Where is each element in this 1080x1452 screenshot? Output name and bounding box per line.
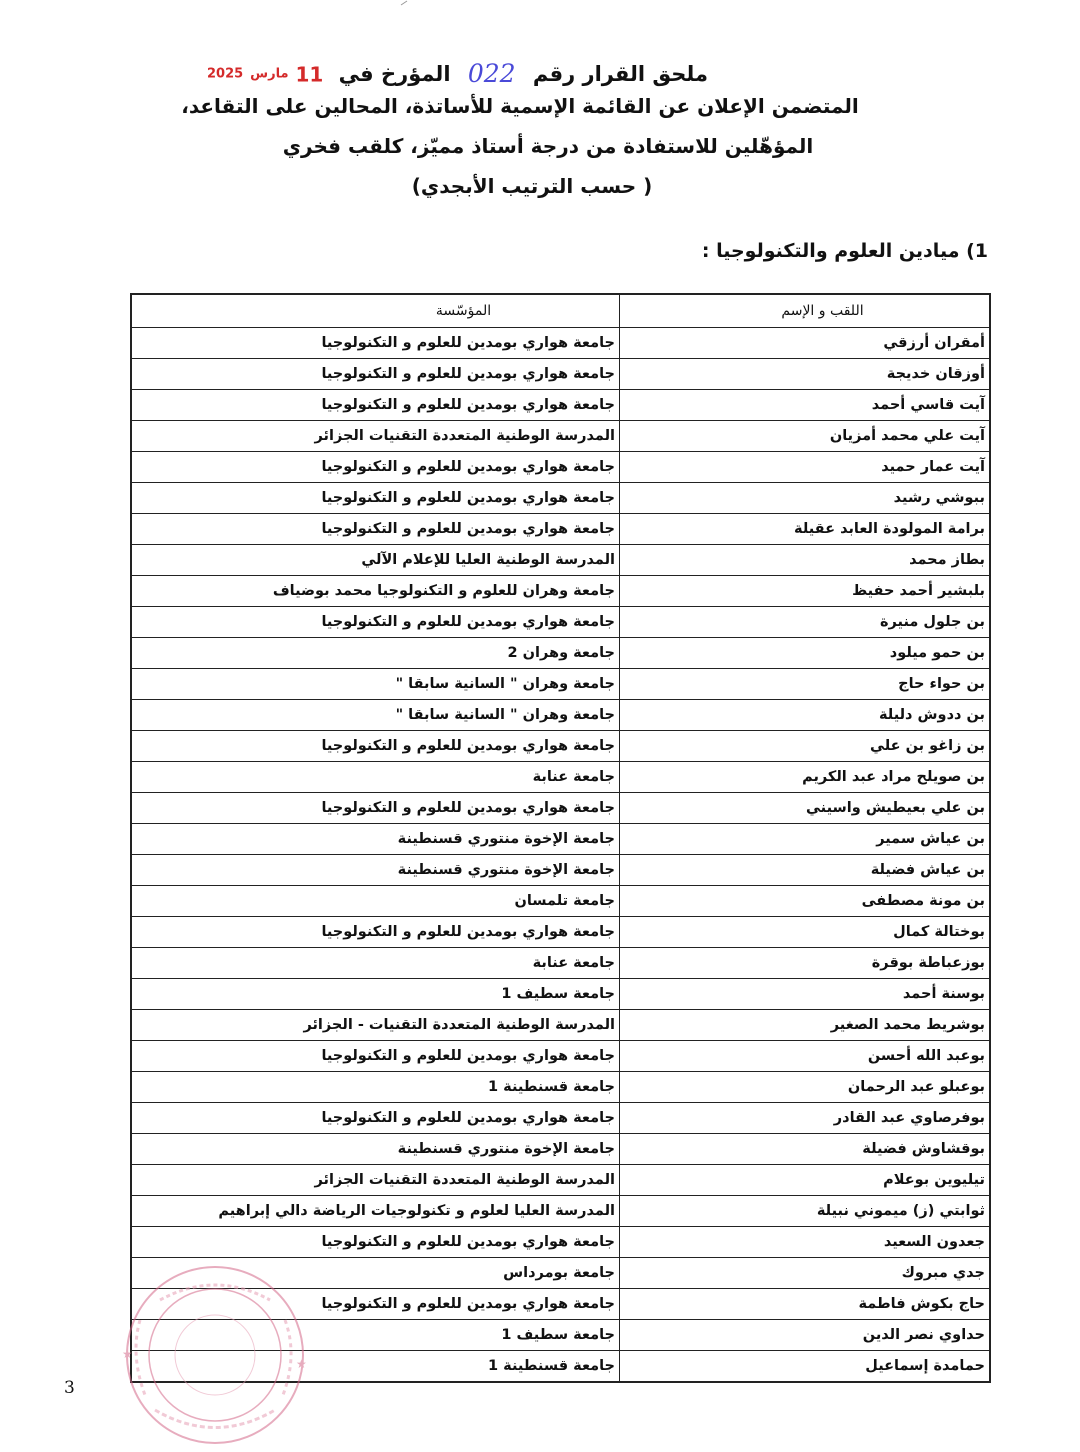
- table-row: [131, 514, 990, 545]
- decision-number: 022: [467, 59, 516, 88]
- table-row: [131, 700, 990, 731]
- row-institution: المدرسة الوطنية المتعددة التقنيات - الجزائر: [131, 1010, 620, 1041]
- table-row: [131, 421, 990, 452]
- table-row: [131, 1103, 990, 1134]
- table-row: [131, 979, 990, 1010]
- row-institution: جامعة الإخوة منتوري قسنطينة: [131, 1134, 620, 1165]
- row-institution: جامعة هواري بومدين للعلوم و التكنولوجيا: [131, 514, 620, 545]
- row-name: آيت علي محمد أمزيان: [620, 421, 991, 452]
- row-institution: جامعة هواري بومدين للعلوم و التكنولوجيا: [131, 1289, 620, 1320]
- table-row: [131, 1041, 990, 1072]
- row-institution: جامعة وهران " السانية سابقا ": [131, 669, 620, 700]
- row-institution: المدرسة الوطنية المتعددة التقنيات الجزائر: [131, 421, 620, 452]
- table-row: [131, 483, 990, 514]
- row-institution: جامعة هواري بومدين للعلوم و التكنولوجيا: [131, 917, 620, 948]
- table-row: [131, 576, 990, 607]
- table-row: [131, 1072, 990, 1103]
- table-row: [131, 917, 990, 948]
- row-name: أوزقان خديجة: [620, 359, 991, 390]
- row-institution: جامعة هواري بومدين للعلوم و التكنولوجيا: [131, 1041, 620, 1072]
- row-institution: جامعة سطيف 1: [131, 979, 620, 1010]
- row-name: أمقران أرزقي: [620, 328, 991, 359]
- table-row: [131, 793, 990, 824]
- row-institution: جامعة سطيف 1: [131, 1320, 620, 1351]
- table-row: [131, 1165, 990, 1196]
- table-body: [131, 328, 990, 1383]
- table-row: [131, 948, 990, 979]
- row-name: بوشريط محمد الصغير: [620, 1010, 991, 1041]
- table-row: [131, 452, 990, 483]
- title-line-4: ( حسب الترتيب الأبجدي): [411, 174, 653, 198]
- row-institution: المدرسة العليا لعلوم و تكنولوجيات الرياضة دالي إبراهيم: [131, 1196, 620, 1227]
- table-row: [131, 545, 990, 576]
- official-stamp: [100, 1250, 310, 1450]
- row-name: حمامدة إسماعيل: [620, 1351, 991, 1383]
- row-name: بطاز محمد: [620, 545, 991, 576]
- row-name: بوزعباطة بوقرة: [620, 948, 991, 979]
- table-row: [131, 669, 990, 700]
- svg-text:★: ★: [122, 1347, 133, 1361]
- table-row: [131, 1134, 990, 1165]
- row-institution: جامعة هواري بومدين للعلوم و التكنولوجيا: [131, 390, 620, 421]
- row-name: بوفرصاوي عبد القادر: [620, 1103, 991, 1134]
- date-month: مارس: [250, 66, 289, 82]
- header-institution: المؤسّسة: [131, 294, 620, 328]
- row-institution: جامعة هواري بومدين للعلوم و التكنولوجيا: [131, 359, 620, 390]
- date-day: 11: [295, 62, 324, 87]
- row-name: بن حمو ميلود: [620, 638, 991, 669]
- row-institution: جامعة هواري بومدين للعلوم و التكنولوجيا: [131, 452, 620, 483]
- section-heading: 1) ميادين العلوم والتكنولوجيا :: [701, 240, 988, 262]
- row-institution: جامعة عنابة: [131, 948, 620, 979]
- row-institution: جامعة هواري بومدين للعلوم و التكنولوجيا: [131, 328, 620, 359]
- row-name: ببوشي رشيد: [620, 483, 991, 514]
- row-name: تيليوين بوعلام: [620, 1165, 991, 1196]
- table-row: [131, 359, 990, 390]
- row-name: بن مونة مصطفى: [620, 886, 991, 917]
- table-row: [131, 824, 990, 855]
- row-institution: جامعة وهران للعلوم و التكنولوجيا محمد بوضياف: [131, 576, 620, 607]
- table-row: [131, 638, 990, 669]
- header-name: اللقب و الإسم: [620, 294, 991, 328]
- row-institution: جامعة هواري بومدين للعلوم و التكنولوجيا: [131, 1103, 620, 1134]
- row-name: بن عياش سمير: [620, 824, 991, 855]
- row-institution: جامعة وهران " السانية سابقا ": [131, 700, 620, 731]
- names-table-wrapper: [130, 293, 991, 1383]
- row-name: جدي مبروك: [620, 1258, 991, 1289]
- dated-in-label: المؤرخ في: [338, 62, 451, 86]
- row-name: بلبشير أحمد حفيظ: [620, 576, 991, 607]
- row-institution: جامعة وهران 2: [131, 638, 620, 669]
- row-institution: جامعة هواري بومدين للعلوم و التكنولوجيا: [131, 483, 620, 514]
- row-institution: جامعة هواري بومدين للعلوم و التكنولوجيا: [131, 607, 620, 638]
- row-institution: جامعة هواري بومدين للعلوم و التكنولوجيا: [131, 793, 620, 824]
- table-row: [131, 1010, 990, 1041]
- row-name: بوسنة أحمد: [620, 979, 991, 1010]
- row-name: بن عياش فضيلة: [620, 855, 991, 886]
- row-name: جعدون السعيد: [620, 1227, 991, 1258]
- row-name: بوعبلو عبد الرحمان: [620, 1072, 991, 1103]
- row-name: حداوي نصر الدين: [620, 1320, 991, 1351]
- row-name: بوقشاوش فضيلة: [620, 1134, 991, 1165]
- row-institution: جامعة بومرداس: [131, 1258, 620, 1289]
- table-header-row: [131, 294, 990, 328]
- decision-line: [199, 56, 708, 90]
- decision-date: [207, 61, 323, 85]
- row-name: بن زاغو بن علي: [620, 731, 991, 762]
- page-number: 3: [64, 1378, 75, 1398]
- svg-text:★: ★: [296, 1357, 307, 1371]
- table-row: [131, 1196, 990, 1227]
- table-row: [131, 731, 990, 762]
- title-line-3: المؤهّلين للاستفادة من درجة أستاذ مميّز، كلقب فخري: [282, 134, 814, 158]
- row-name: آيت عمار حميد: [620, 452, 991, 483]
- row-name: بن علي بعيطيش واسيني: [620, 793, 991, 824]
- row-institution: جامعة عنابة: [131, 762, 620, 793]
- row-name: بوعبد الله أحسن: [620, 1041, 991, 1072]
- decision-prefix: ملحق القرار رقم: [532, 62, 708, 86]
- row-name: بن جلول منيرة: [620, 607, 991, 638]
- row-name: حاج بكوش فاطمة: [620, 1289, 991, 1320]
- row-name: بن حواء حاج: [620, 669, 991, 700]
- table-row: [131, 855, 990, 886]
- row-institution: جامعة قسنطينة 1: [131, 1072, 620, 1103]
- table-row: [131, 390, 990, 421]
- row-name: برامة المولودة العابد عقيلة: [620, 514, 991, 545]
- row-name: بن صويلح مراد عبد الكريم: [620, 762, 991, 793]
- scan-mark: [400, 0, 408, 6]
- row-institution: جامعة هواري بومدين للعلوم و التكنولوجيا: [131, 1227, 620, 1258]
- row-institution: المدرسة الوطنية العليا للإعلام الآلي: [131, 545, 620, 576]
- row-name: آيت قاسي أحمد: [620, 390, 991, 421]
- row-name: بن ددوش دليلة: [620, 700, 991, 731]
- table-row: [131, 328, 990, 359]
- table-row: [131, 762, 990, 793]
- row-name: بوختالة كمال: [620, 917, 991, 948]
- table-row: [131, 607, 990, 638]
- row-name: ثوابتي (ز) ميموني نبيلة: [620, 1196, 991, 1227]
- row-institution: جامعة الإخوة منتوري قسنطينة: [131, 824, 620, 855]
- row-institution: المدرسة الوطنية المتعددة التقنيات الجزائر: [131, 1165, 620, 1196]
- date-year: 2025: [207, 66, 244, 82]
- row-institution: جامعة الإخوة منتوري قسنطينة: [131, 855, 620, 886]
- table-row: [131, 886, 990, 917]
- row-institution: جامعة قسنطينة 1: [131, 1351, 620, 1383]
- names-table: [130, 293, 991, 1383]
- row-institution: جامعة هواري بومدين للعلوم و التكنولوجيا: [131, 731, 620, 762]
- title-line-2: المتضمن الإعلان عن القائمة الإسمية للأساتذة، المحالين على التقاعد،: [181, 94, 859, 118]
- row-institution: جامعة تلمسان: [131, 886, 620, 917]
